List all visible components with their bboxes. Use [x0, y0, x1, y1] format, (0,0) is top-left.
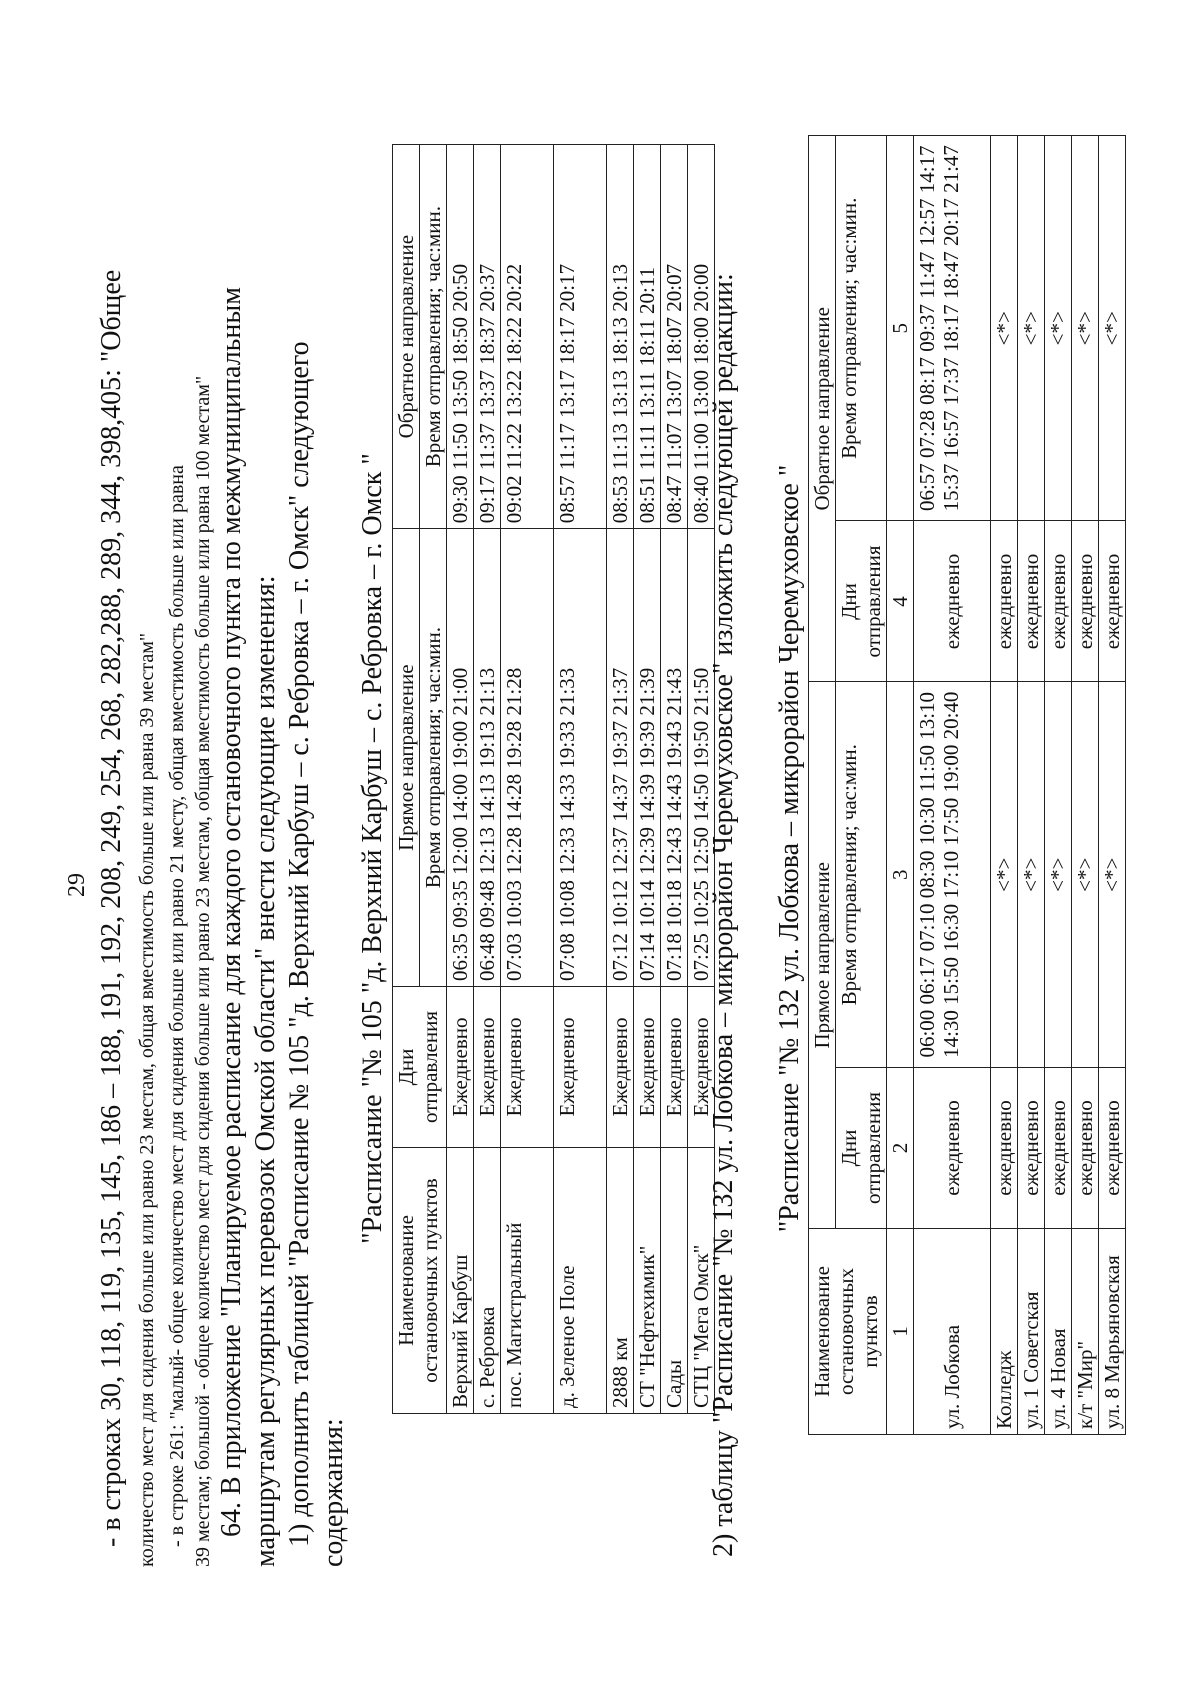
table-row — [554, 145, 607, 1414]
t2-cell-forward: <*> — [1045, 682, 1072, 1068]
schedule-table-132 — [808, 135, 1126, 1435]
t2-cell-days-backward: ежедневно — [991, 521, 1018, 682]
t2-head-forward: Прямое направление — [809, 682, 836, 1229]
t1-body — [447, 145, 715, 1414]
t1-cell-stop: пос. Магистральный — [501, 1148, 554, 1414]
t1-cell-backward: 08:40 11:00 13:00 18:00 20:00 — [688, 145, 715, 529]
page-number: 29 — [64, 873, 90, 897]
t2-head-backward: Обратное направление — [809, 136, 836, 683]
t2-cell-stop: ул. Лобкова — [914, 1229, 991, 1435]
t2-col-number: 5 — [887, 136, 914, 522]
t2-cell-backward: <*> — [1072, 136, 1099, 522]
t1-cell-days: Ежедневно — [447, 987, 474, 1148]
t2-cell-stop: ул. 4 Новая — [1045, 1229, 1072, 1435]
table-row — [991, 136, 1018, 1435]
t1-head-backward: Обратное направление — [393, 145, 420, 529]
intro-2: 2) таблицу "Расписание "№ 132 ул. Лобкова – микрорайон Черемуховское" изложить следующей редакции: — [708, 273, 739, 1557]
t1-cell-backward: 09:17 11:37 13:37 18:37 20:37 — [474, 145, 501, 529]
t1-cell-days: Ежедневно — [607, 987, 634, 1148]
t2-cell-days-forward: ежедневно — [1099, 1068, 1126, 1229]
t1-cell-days: Ежедневно — [634, 987, 661, 1148]
t2-head-days-forward: Дни отправления — [836, 1068, 887, 1229]
t1-cell-forward: 07:14 10:14 12:39 14:39 19:39 21:39 — [634, 529, 661, 987]
t1-cell-backward: 08:57 11:17 13:17 18:17 20:17 — [554, 145, 607, 529]
t1-cell-stop: СТ "Нефтехимик" — [634, 1148, 661, 1414]
table-row — [474, 145, 501, 1414]
t2-cell-forward: <*> — [1099, 682, 1126, 1068]
t1-cell-stop: Верхний Карбуш — [447, 1148, 474, 1414]
table2-caption: "Расписание "№ 132 ул. Лобкова – микрорайон Черемуховское " — [774, 464, 805, 1233]
t1-head-time-forward: Время отправления; час:мин. — [420, 529, 447, 987]
t2-cell-days-backward: ежедневно — [1018, 521, 1045, 682]
t1-cell-stop: с. Ребровка — [474, 1148, 501, 1414]
text-line-3: - в строке 261: "малый- общее количество мест для сидения больше или равно 21 месту, общая вместимость больше или равна — [166, 465, 188, 1547]
t2-cell-days-backward: ежедневно — [1045, 521, 1072, 682]
t1-cell-forward: 07:12 10:12 12:37 14:37 19:37 21:37 — [607, 529, 634, 987]
t2-col-number: 3 — [887, 682, 914, 1068]
t2-cell-backward: 06:57 07:28 08:17 09:37 11:47 12:57 14:17 15:37 16:57 17:37 18:17 18:47 20:17 21:47 — [914, 136, 991, 522]
t2-cell-forward: <*> — [991, 682, 1018, 1068]
table-row — [1072, 136, 1099, 1435]
t2-cell-stop: ул. 1 Советская — [1018, 1229, 1045, 1435]
t2-head-time-backward: Время отправления; час:мин. — [836, 136, 887, 522]
t2-body — [914, 136, 1126, 1435]
t1-cell-days: Ежедневно — [688, 987, 715, 1148]
t1-cell-forward: 07:03 10:03 12:28 14:28 19:28 21:28 — [501, 529, 554, 987]
t1-head-stop: Наименование остановочных пунктов — [393, 1148, 447, 1414]
t1-cell-days: Ежедневно — [661, 987, 688, 1148]
t2-cell-forward: <*> — [1072, 682, 1099, 1068]
t2-cell-days-forward: ежедневно — [991, 1068, 1018, 1229]
t2-cell-days-forward: ежедневно — [914, 1068, 991, 1229]
table-row — [661, 145, 688, 1414]
text-line-6: маршрутам регулярных перевозок Омской области" внести следующие изменения: — [250, 575, 281, 1567]
t2-cell-stop: Колледж — [991, 1229, 1018, 1435]
table-row — [1018, 136, 1045, 1435]
table-row — [914, 136, 991, 1435]
t2-col-number: 2 — [887, 1068, 914, 1229]
t1-cell-stop: Сады — [661, 1148, 688, 1414]
t1-cell-days: Ежедневно — [474, 987, 501, 1148]
t1-cell-forward: 07:25 10:25 12:50 14:50 19:50 21:50 — [688, 529, 715, 987]
table-row — [447, 145, 474, 1414]
table-row — [607, 145, 634, 1414]
t2-cell-stop: ул. 8 Марьяновская — [1099, 1229, 1126, 1435]
t2-cell-forward: <*> — [1018, 682, 1045, 1068]
t1-cell-forward: 07:08 10:08 12:33 14:33 19:33 21:33 — [554, 529, 607, 987]
t1-head-time-backward: Время отправления; час:мин. — [420, 145, 447, 529]
table1-caption: "Расписание "№ 105 "д. Верхний Карбуш – с. Ребровка – г. Омск " — [357, 453, 388, 1244]
text-line-7: 1) дополнить таблицей "Расписание № 105 "д. Верхний Карбуш – с. Ребровка – г. Омск" следующего — [284, 341, 315, 1547]
table-row — [634, 145, 661, 1414]
t2-cell-stop: к/т "Мир" — [1072, 1229, 1099, 1435]
t1-cell-forward: 06:35 09:35 12:00 14:00 19:00 21:00 — [447, 529, 474, 987]
text-line-4: 39 местам; большой - общее количество мест для сидения больше или равно 23 местам, общая вместимость больше или равна 100 местам" — [192, 375, 214, 1567]
t1-cell-stop: д. Зеленое Поле — [554, 1148, 607, 1414]
t2-cell-days-backward: ежедневно — [1099, 521, 1126, 682]
table-row — [1099, 136, 1126, 1435]
table-row — [1045, 136, 1072, 1435]
t2-cell-days-forward: ежедневно — [1045, 1068, 1072, 1229]
t2-col-number: 4 — [887, 521, 914, 682]
t2-cell-days-backward: ежедневно — [1072, 521, 1099, 682]
t1-cell-backward: 09:30 11:50 13:50 18:50 20:50 — [447, 145, 474, 529]
t2-cell-forward: 06:00 06:17 07:10 08:30 10:30 11:50 13:10 14:30 15:50 16:30 17:10 17:50 19:00 20:40 — [914, 682, 991, 1068]
t2-head-days-backward: Дни отправления — [836, 521, 887, 682]
t1-cell-stop: 2888 км — [607, 1148, 634, 1414]
t1-head-days: Дни отправления — [393, 987, 447, 1148]
t2-cell-days-forward: ежедневно — [1018, 1068, 1045, 1229]
t2-cell-backward: <*> — [991, 136, 1018, 522]
t1-cell-days: Ежедневно — [554, 987, 607, 1148]
t1-cell-backward: 09:02 11:22 13:22 18:22 20:22 — [501, 145, 554, 529]
t1-cell-backward: 08:47 11:07 13:07 18:07 20:07 — [661, 145, 688, 529]
table-row — [501, 145, 554, 1414]
schedule-table-105 — [392, 144, 715, 1414]
text-line-8: содержания: — [318, 1418, 349, 1567]
t1-cell-forward: 06:48 09:48 12:13 14:13 19:13 21:13 — [474, 529, 501, 987]
t2-cell-days-backward: ежедневно — [914, 521, 991, 682]
t2-head-stop: Наименование остановочных пунктов — [809, 1229, 887, 1435]
t1-cell-backward: 08:51 11:11 13:11 18:11 20:11 — [634, 145, 661, 529]
text-line-5: 64. В приложение "Планируемое расписание для каждого остановочного пункта по межмуниципальным — [216, 287, 247, 1537]
text-line-1: - в строках 30, 118, 119, 135, 145, 186 – 188, 191, 192, 208, 249, 254, 268, 282,288, 289, 344, 398,405: "Общее — [96, 269, 127, 1547]
t2-cell-backward: <*> — [1099, 136, 1126, 522]
t2-cell-backward: <*> — [1018, 136, 1045, 522]
t2-cell-days-forward: ежедневно — [1072, 1068, 1099, 1229]
t2-head-time-forward: Время отправления; час:мин. — [836, 682, 887, 1068]
t2-col-number: 1 — [887, 1229, 914, 1435]
t1-cell-forward: 07:18 10:18 12:43 14:43 19:43 21:43 — [661, 529, 688, 987]
t1-cell-days: Ежедневно — [501, 987, 554, 1148]
text-line-2: количество мест для сидения больше или равно 23 местам, общая вместимость больше или равна 39 местам" — [136, 632, 158, 1567]
t1-cell-stop: СТЦ "Мега Омск" — [688, 1148, 715, 1414]
t2-cell-backward: <*> — [1045, 136, 1072, 522]
t1-head-forward: Прямое направление — [393, 529, 420, 987]
t1-cell-backward: 08:53 11:13 13:13 18:13 20:13 — [607, 145, 634, 529]
